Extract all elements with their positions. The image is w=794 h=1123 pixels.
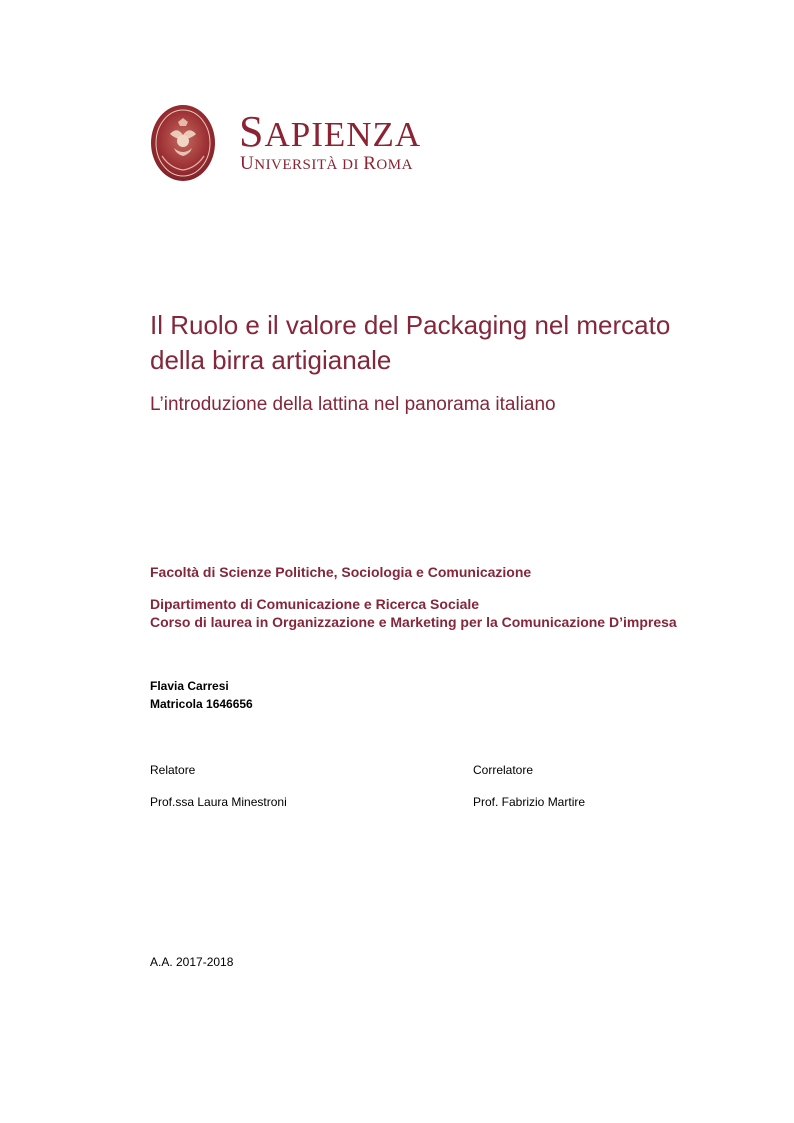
student-matricola: Matricola 1646656 [150, 697, 253, 711]
university-logo [150, 104, 422, 184]
brand-subtitle: UNIVERSITÀ DI ROMA [240, 153, 413, 174]
department-name: Dipartimento di Comunicazione e Ricerca Sociale [150, 596, 480, 612]
relatore-name: Prof.ssa Laura Minestroni [150, 795, 287, 809]
academic-year: A.A. 2017-2018 [150, 955, 234, 969]
brand-name: SAPIENZA [239, 107, 422, 156]
course-name: Corso di laurea in Organizzazione e Marketing per la Comunicazione D’impresa [150, 614, 677, 630]
correlatore-label: Correlatore [473, 763, 534, 777]
thesis-subtitle: L’introduzione della lattina nel panorama italiano [150, 394, 556, 415]
thesis-title: Il Ruolo e il valore del Packaging nel mercato della birra artigianale [150, 310, 671, 375]
student-name: Flavia Carresi [150, 679, 229, 693]
sapienza-seal-icon [150, 104, 216, 182]
faculty-name: Facoltà di Scienze Politiche, Sociologia e Comunicazione [150, 564, 532, 580]
relatore-label: Relatore [150, 763, 196, 777]
correlatore-name: Prof. Fabrizio Martire [473, 795, 586, 809]
